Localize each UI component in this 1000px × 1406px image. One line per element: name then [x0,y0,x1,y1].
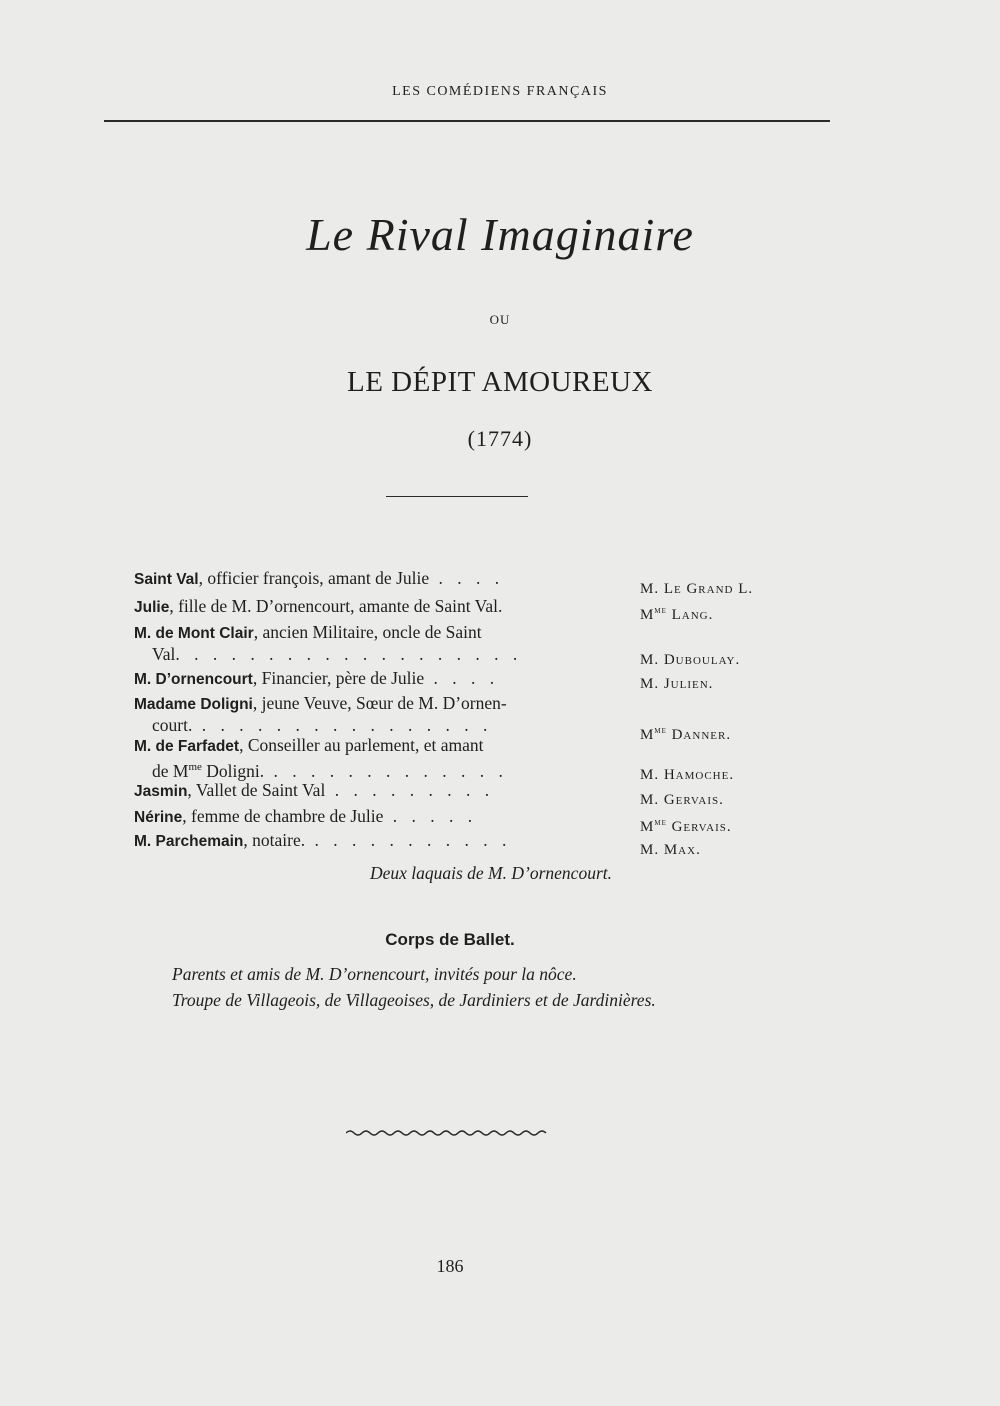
leader-dots: . . . . . . . . . . . . . . . . [192,715,493,735]
role-name: Madame Doligni [134,696,253,713]
leader-dots: . . . . . . . . . . . . . [264,760,508,781]
cast-role [134,568,612,590]
role-description: , ancien Militaire, oncle de Saint [253,622,482,642]
cast-actor [640,674,840,695]
cast-actor [640,790,840,811]
leader-dots: . . . . . . . . . . . [305,830,512,850]
role-name: Mont Clair [177,625,254,642]
role-description: , Vallet de Saint Val [187,780,326,800]
cast-actor [640,812,840,838]
role-description-sup: me [188,761,202,773]
actor-name: Gervais. [666,819,732,835]
cast-actor [640,579,840,600]
actor-title: M. [640,581,664,597]
role-description: , officier françois, amant de Julie [198,568,430,588]
role-description: , Financier, père de Julie [252,668,425,688]
role-name: M. D’ornencourt [134,671,253,688]
role-description: , fille de M. D’ornencourt, amante de Saint Val. [169,596,503,616]
role-description: Val [152,644,176,664]
cast-role [134,735,612,782]
actor-name: Max. [663,842,701,858]
leader-dots: . . . . [424,668,500,688]
actor-name: Le Grand L. [663,581,754,597]
actor-name: Duboulay. [663,652,741,668]
cast-role [134,596,612,618]
actor-title: M. [640,652,664,668]
actor-name: Lang. [666,607,714,623]
leader-dots: . . . . [429,568,505,588]
role-description: de M [152,760,189,781]
cast-actor [640,765,840,786]
actor-title-sup: me [654,605,667,616]
actor-name: Hamoche. [663,767,735,783]
leader-dots: . . . . . . . . . . . . . . . . . . . [175,644,523,664]
cast-role [134,668,612,690]
actor-name: Julien. [663,676,714,692]
role-name: Nérine [134,809,183,826]
header-rule [104,120,830,122]
role-description: , Conseiller au parlement, et amant [239,735,484,755]
cast-role [134,622,612,665]
cast-role [134,780,612,802]
role-description: Doligni. [201,760,265,781]
ou-connector: OU [489,312,511,327]
ballet-heading: Corps de Ballet. [385,930,515,949]
play-subtitle: LE DÉPIT AMOUREUX [346,366,654,398]
laquais-note: Deux laquais de M. D’ornencourt. [369,863,612,883]
role-name: M. Parchemain [134,833,244,850]
actor-title-sup: me [654,817,667,828]
actor-name: Gervais. [663,792,724,808]
actor-title: M. [640,676,664,692]
running-head: LES COMÉDIENS FRANÇAIS [392,84,608,99]
role-name: Saint Val [134,571,199,588]
role-name: Jasmin [134,783,188,800]
cast-actor [640,720,840,746]
actor-name: Danner. [666,727,732,743]
ballet-line: Parents et amis de M. D’ornencourt, invités pour la nôce. [172,964,577,984]
wavy-ornament [346,1126,550,1140]
role-description: , notaire. [243,830,306,850]
actor-title: M. [640,792,664,808]
actor-title: M [640,819,655,835]
cast-role [134,693,612,736]
role-description: court. [152,715,193,735]
title-rule [386,496,528,497]
actor-title: M [640,727,655,743]
role-name: M. de Farfadet [134,738,240,755]
page-number: 186 [436,1256,464,1276]
role-name: M. de [134,625,178,642]
cast-role [134,806,612,828]
cast-role [134,830,612,852]
actor-title-sup: me [654,725,667,736]
leader-dots: . . . . . [383,806,478,826]
role-name: Julie [134,599,170,616]
cast-actor [640,600,840,626]
ballet-line: Troupe de Villageois, de Villageoises, de Jardiniers et de Jardinières. [172,990,656,1010]
play-year: (1774) [467,426,533,451]
actor-title: M [640,607,655,623]
actor-title: M. [640,842,664,858]
cast-actor [640,650,840,671]
cast-actor [640,840,840,861]
leader-dots: . . . . . . . . . [325,780,495,800]
role-description: , femme de chambre de Julie [182,806,384,826]
play-title: Le Rival Imaginaire [306,209,694,260]
actor-title: M. [640,767,664,783]
role-description: , jeune Veuve, Sœur de M. D’ornen- [252,693,507,713]
